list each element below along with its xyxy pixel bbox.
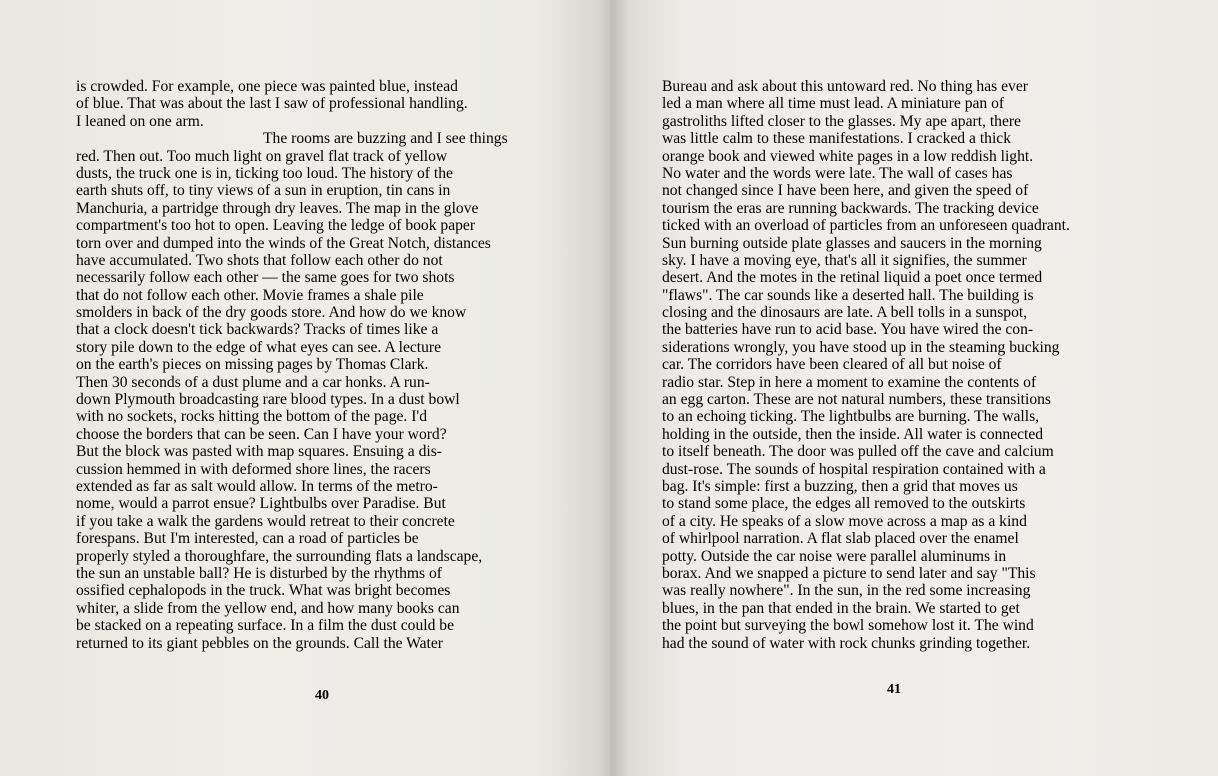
- text-line: sky. I have a moving eye, that's all it signifies, the summer: [662, 251, 1027, 269]
- text-line: the batteries have run to acid base. You have wired the con-: [662, 321, 1034, 339]
- text-line: down Plymouth broadcasting rare blood types. In a dust bowl: [76, 391, 460, 409]
- text-line: extended as far as salt would allow. In terms of the metro-: [76, 477, 438, 495]
- text-line: properly styled a thoroughfare, the surrounding flats a landscape,: [76, 547, 483, 565]
- text-line: orange book and viewed white pages in a low reddish light.: [662, 147, 1034, 165]
- text-line: dusts, the truck one is in, ticking too loud. The history of the: [76, 164, 453, 182]
- text-line: cussion hemmed in with deformed shore lines, the racers: [76, 460, 431, 478]
- text-line: if you take a walk the gardens would retreat to their concrete: [76, 512, 455, 530]
- text-line: ossified cephalopods in the truck. What was bright becomes: [76, 582, 451, 600]
- text-line: Manchuria, a partridge through dry leaves. The map in the glove: [76, 199, 479, 217]
- text-line: closing and the dinosaurs are late. A bell tolls in a sunspot,: [662, 304, 1028, 322]
- text-line: that do not follow each other. Movie frames a shale pile: [76, 286, 424, 304]
- text-line: Then 30 seconds of a dust plume and a car honks. A run-: [76, 373, 430, 391]
- text-line: siderations wrongly, you have stood up in the steaming bucking: [662, 338, 1060, 356]
- text-line: on the earth's pieces on missing pages by Thomas Clark.: [76, 356, 429, 374]
- text-line: I leaned on one arm.: [76, 112, 204, 130]
- text-line: of blue. That was about the last I saw of professional handling.: [76, 95, 468, 113]
- text-line: blues, in the pan that ended in the brain. We started to get: [662, 599, 1020, 617]
- text-line: dust-rose. The sounds of hospital respiration contained with a: [662, 460, 1046, 478]
- text-line: forespans. But I'm interested, can a road of particles be: [76, 530, 419, 548]
- text-line: ticked with an overload of particles from an unforeseen quadrant.: [662, 217, 1070, 235]
- text-line: returned to its giant pebbles on the grounds. Call the Water: [76, 634, 443, 652]
- text-line: smolders in back of the dry goods store. And how do we know: [76, 304, 467, 322]
- text-line: the point but surveying the bowl somehow lost it. The wind: [662, 617, 1034, 635]
- text-line: choose the borders that can be seen. Can I have your word?: [76, 425, 447, 443]
- text-line: nome, would a parrot ensue? Lightbulbs over Paradise. But: [76, 495, 446, 513]
- text-line: of a city. He speaks of a slow move across a map as a kind: [662, 512, 1027, 530]
- text-line: borax. And we snapped a picture to send later and say "This: [662, 564, 1036, 582]
- text-line: have accumulated. Two shots that follow each other do not: [76, 251, 443, 269]
- right-page-number: 41: [887, 682, 901, 697]
- text-line: necessarily follow each other — the same goes for two shots: [76, 269, 455, 287]
- text-line: Sun burning outside plate glasses and saucers in the morning: [662, 234, 1042, 252]
- text-line: an egg carton. These are not natural numbers, these transitions: [662, 391, 1051, 409]
- text-line: torn over and dumped into the winds of the Great Notch, distances: [76, 234, 491, 252]
- text-line: with no sockets, rocks hitting the bottom of the page. I'd: [76, 408, 428, 426]
- text-line: potty. Outside the car noise were parallel aluminums in: [662, 547, 1007, 565]
- text-line: No water and the words were late. The wall of cases has: [662, 164, 1013, 182]
- text-line: radio star. Step in here a moment to examine the contents of: [662, 373, 1037, 391]
- text-line: of whirlpool narration. A flat slab placed over the enamel: [662, 530, 1019, 548]
- text-line: "flaws". The car sounds like a deserted hall. The building is: [662, 286, 1034, 304]
- text-line: Bureau and ask about this untoward red. No thing has ever: [662, 78, 1028, 95]
- text-line: whiter, a slide from the yellow end, and how many books can: [76, 599, 460, 617]
- text-line: was little calm to these manifestations. I cracked a thick: [662, 130, 1012, 148]
- text-line: is crowded. For example, one piece was painted blue, instead: [76, 78, 458, 95]
- text-line: compartment's too hot to open. Leaving the ledge of book paper: [76, 217, 476, 235]
- text-line: earth shuts off, to tiny views of a sun in eruption, tin cans in: [76, 182, 451, 200]
- right-page-text: [662, 78, 1192, 652]
- text-line: to itself beneath. The door was pulled off the cave and calcium: [662, 443, 1054, 461]
- text-line: car. The corridors have been cleared of all but noise of: [662, 356, 1002, 374]
- text-line: had the sound of water with rock chunks grinding together.: [662, 634, 1031, 652]
- text-line: to stand some place, the edges all removed to the outskirts: [662, 495, 1026, 513]
- text-line: gastroliths lifted closer to the glasses. My ape apart, there: [662, 112, 1021, 130]
- text-line: The rooms are buzzing and I see things: [263, 130, 508, 148]
- text-line: But the block was pasted with map squares. Ensuing a dis-: [76, 443, 442, 461]
- left-page-number: 40: [315, 688, 329, 703]
- text-line: desert. And the motes in the retinal liquid a poet once termed: [662, 269, 1043, 287]
- text-line: that a clock doesn't tick backwards? Tracks of times like a: [76, 321, 439, 339]
- text-line: red. Then out. Too much light on gravel flat track of yellow: [76, 147, 448, 165]
- text-line: not changed since I have been here, and given the speed of: [662, 182, 1029, 200]
- left-page-text: [76, 78, 606, 652]
- text-line: be stacked on a repeating surface. In a film the dust could be: [76, 617, 455, 635]
- text-line: bag. It's simple: first a buzzing, then a grid that moves us: [662, 477, 1018, 495]
- text-line: was really nowhere". In the sun, in the red some increasing: [662, 582, 1031, 600]
- text-line: the sun an unstable ball? He is disturbed by the rhythms of: [76, 564, 442, 582]
- text-line: holding in the outside, then the inside. All water is connected: [662, 425, 1044, 443]
- text-line: to an echoing ticking. The lightbulbs are burning. The walls,: [662, 408, 1040, 426]
- text-line: tourism the eras are running backwards. The tracking device: [662, 199, 1039, 217]
- text-line: led a man where all time must lead. A miniature pan of: [662, 95, 1005, 113]
- text-line: story pile down to the edge of what eyes can see. A lecture: [76, 338, 442, 356]
